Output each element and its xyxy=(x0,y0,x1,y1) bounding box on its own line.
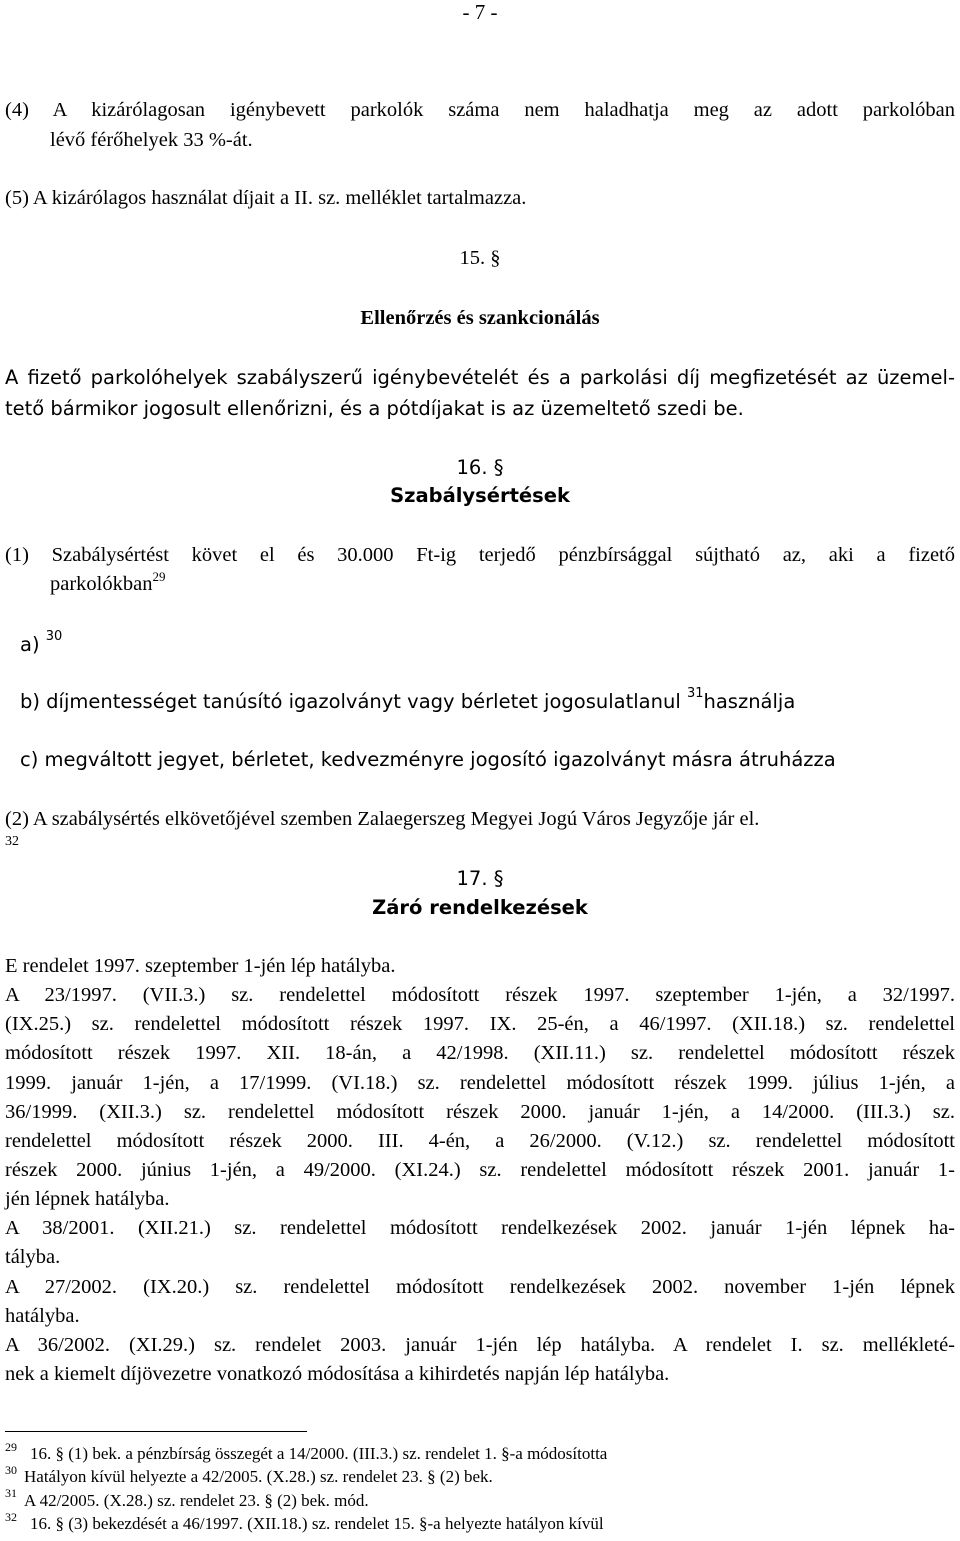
footnote-text: 16. § (1) bek. a pénzbírság összegét a 14/2000. (III.3.) sz. rendelet 1. §-a módosította xyxy=(30,1444,608,1463)
section-14-para-4-line-1: (4) A kizárólagosan igénybevett parkolók száma nem haladhatja meg az adott parkolóban xyxy=(5,99,955,121)
closing-line: A 23/1997. (VII.3.) sz. rendelettel módosított részek 1997. szeptember 1-jén, a 32/1997. xyxy=(5,984,955,1006)
footnote-number: 30 xyxy=(5,1463,17,1477)
section-15-body-line-1: A fizető parkolóhelyek szabályszerű igénybevételét és a parkolási díj megfizetését az üzemel- xyxy=(5,366,955,389)
closing-line: hatályba. xyxy=(5,1305,80,1327)
item-a xyxy=(20,629,63,656)
section-15-title: Ellenőrzés és szankcionálás xyxy=(360,307,600,329)
section-15-body-line-2: tető bármikor jogosult ellenőrizni, és a pótdíjakat is az üzemeltető szedi be. xyxy=(5,397,744,420)
item-b-text: b) díjmentességet tanúsító igazolványt vagy bérletet jogosulatlanul xyxy=(20,690,681,713)
closing-line: 36/1999. (XII.3.) sz. rendelettel módosított részek 2000. január 1-jén, a 14/2000. (III.3.) sz. xyxy=(5,1101,955,1123)
section-17-number: 17. § xyxy=(456,867,504,890)
item-c: c) megváltott jegyet, bérletet, kedvezményre jogosító igazolványt másra átruházza xyxy=(20,748,836,771)
closing-line: E rendelet 1997. szeptember 1-jén lép hatályba. xyxy=(5,955,396,977)
footnote-ref-31: 31 xyxy=(686,686,704,701)
section-16-number: 16. § xyxy=(456,456,504,479)
closing-line: jén lépnek hatályba. xyxy=(5,1188,170,1210)
footnote-number: 32 xyxy=(5,1510,17,1524)
footnote-text: Hatályon kívül helyezte a 42/2005. (X.28.) sz. rendelet 23. § (2) bek. xyxy=(24,1467,493,1486)
section-14-para-4-line-2: lévő férőhelyek 33 %-át. xyxy=(50,129,253,151)
closing-line: A 27/2002. (IX.20.) sz. rendelettel módosított rendelkezések 2002. november 1-jén lépnek xyxy=(5,1276,955,1298)
closing-line: módosított részek 1997. XII. 18-án, a 42/1998. (XII.11.) sz. rendelettel módosított részek xyxy=(5,1042,955,1064)
closing-line: 1999. január 1-jén, a 17/1999. (VI.18.) sz. rendelettel módosított részek 1999. július 1-jén, a xyxy=(5,1072,955,1094)
footnote-text: 16. § (3) bekezdését a 46/1997. (XII.18.) sz. rendelet 15. §-a helyezte hatályon kívül xyxy=(30,1514,604,1533)
closing-line: nek a kiemelt díjövezetre vonatkozó módosítása a kihirdetés napján lép hatályba. xyxy=(5,1363,670,1385)
section-16-para-1-line-1: (1) Szabálysértést követ el és 30.000 Ft-ig terjedő pénzbírsággal sújtható az, aki a fizető xyxy=(5,544,955,566)
closing-line: A 36/2002. (XI.29.) sz. rendelet 2003. január 1-jén lép hatályba. A rendelet I. sz. mellékleté- xyxy=(5,1334,955,1356)
section-17-title: Záró rendelkezések xyxy=(372,896,588,919)
section-16-title: Szabálysértések xyxy=(390,484,570,507)
closing-line: tályba. xyxy=(5,1246,61,1268)
footnote-number: 29 xyxy=(5,1440,17,1454)
footnote-ref-30: 30 xyxy=(45,629,63,644)
closing-line: (IX.25.) sz. rendelettel módosított részek 1997. IX. 25-én, a 46/1997. (XII.18.) sz. rendelettel xyxy=(5,1013,955,1035)
page-number: - 7 - xyxy=(462,0,498,24)
closing-line: rendelettel módosított részek 2000. III. 4-én, a 26/2000. (V.12.) sz. rendelettel módosított xyxy=(5,1130,955,1152)
closing-line: részek 2000. június 1-jén, a 49/2000. (XI.24.) sz. rendelettel módosított részek 2001. január 1- xyxy=(5,1159,955,1181)
footnote-text: A 42/2005. (X.28.) sz. rendelet 23. § (2) bek. mód. xyxy=(24,1491,369,1510)
section-16-para-1-line-2 xyxy=(50,569,166,596)
section-14-para-5: (5) A kizárólagos használat díjait a II. sz. melléklet tartalmazza. xyxy=(5,187,527,209)
item-b xyxy=(20,686,796,713)
section-15-number: 15. § xyxy=(459,247,501,269)
footnote-separator xyxy=(5,1431,307,1432)
item-b-end: használja xyxy=(703,690,796,713)
footnote-ref-29: 29 xyxy=(152,569,166,584)
section-16-para-2: (2) A szabálysértés elkövetőjével szemben Zalaegerszeg Megyei Jogú Város Jegyzője jár el. xyxy=(5,808,760,830)
closing-line: A 38/2001. (XII.21.) sz. rendelettel módosított rendelkezések 2002. január 1-jén lépnek ha- xyxy=(5,1217,955,1239)
footnote-ref-32: 32 xyxy=(5,834,19,849)
footnote-number: 31 xyxy=(5,1486,17,1500)
para-1-text: parkolókban xyxy=(50,573,153,595)
item-a-label: a) xyxy=(20,633,40,656)
